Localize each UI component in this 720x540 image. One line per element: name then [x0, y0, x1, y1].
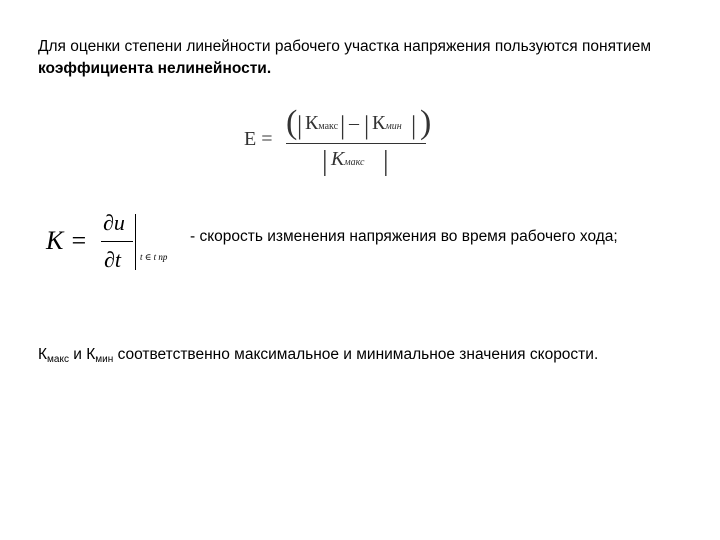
formula-e-k2: Кмин — [372, 112, 402, 134]
formula-k-numerator: ∂u — [103, 210, 125, 235]
formula-e-minus: – — [349, 112, 359, 134]
fraction-line-e — [286, 143, 426, 144]
formula-k-denominator: ∂t — [104, 247, 121, 272]
rate-description: - скорость изменения напряжения во время рабочего хода; — [190, 228, 618, 245]
fraction-line-k — [101, 241, 133, 242]
definition-rest: соответственно максимальное и минимальное значения скорости. — [113, 346, 599, 363]
abs-bar-1: | — [297, 111, 303, 140]
intro-text: Для оценки степени линейности рабочего участка напряжения пользуются понятием — [38, 38, 651, 55]
formula-e-k1: Кмакс — [305, 112, 339, 134]
intro-paragraph — [38, 36, 698, 80]
left-paren: ( — [286, 104, 298, 141]
definition-line: $К_{макс}$ и $К_{мин}$ соответственно максимальное и минимальное значения скорости. — [38, 346, 599, 365]
abs-bar-3: | — [364, 111, 370, 140]
intro-bold-term: коэффициента нелинейности. — [38, 60, 272, 77]
formula-k-lhs: K = — [46, 226, 88, 255]
formula-k-eval-sub: t ∈ t пр — [140, 252, 168, 262]
right-paren: ) — [420, 104, 432, 141]
kmin-sub: мин — [95, 354, 114, 365]
abs-bar-6: | — [383, 146, 389, 177]
abs-bar-4: | — [411, 111, 417, 140]
abs-bar-2: | — [340, 111, 346, 140]
formula-e-k2-sub: мин — [385, 121, 402, 132]
formula-e-den: Кмакс — [331, 148, 365, 170]
formula-e-den-sub: макс — [344, 157, 365, 168]
kmax-sub: макс — [47, 354, 69, 365]
abs-bar-5: | — [322, 146, 328, 177]
formula-e-k1-sub: макс — [318, 121, 339, 132]
evaluation-bar — [135, 214, 136, 270]
formula-e-lhs: E = — [244, 128, 273, 150]
